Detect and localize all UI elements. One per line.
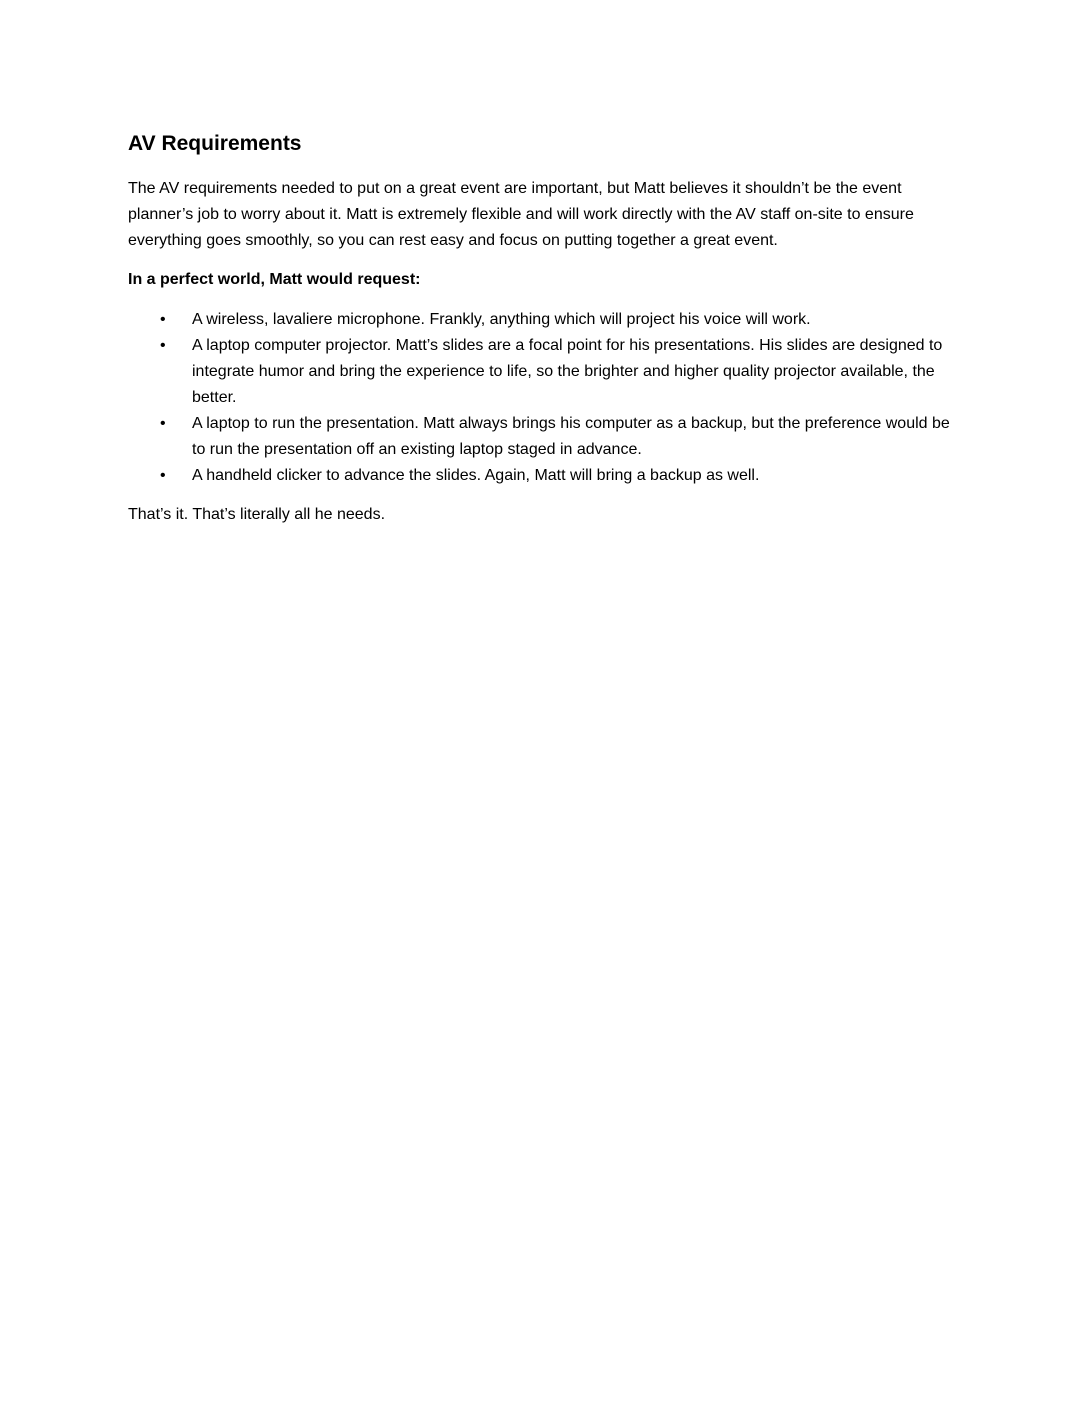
list-item-text: A handheld clicker to advance the slides. Again, Matt will bring a backup as well.: [192, 467, 760, 484]
list-item-text: A wireless, lavaliere microphone. Frankly, anything which will project his voice will work.: [192, 311, 811, 328]
list-item: [128, 463, 962, 489]
section-heading: AV Requirements: [128, 132, 302, 155]
request-lead-in: In a perfect world, Matt would request:: [128, 271, 421, 288]
intro-paragraph: The AV requirements needed to put on a great event are important, but Matt believes it shouldn’t be the event planner’s job to worry about it. Matt is extremely flexible and will work directly with the AV staff on-site to ensure everything goes smoothly, so you can rest easy and focus on putting together a great event.: [128, 180, 914, 249]
requirements-list: [128, 307, 968, 489]
bullet-icon: •: [160, 415, 166, 432]
list-item-text: A laptop computer projector. Matt’s slides are a focal point for his presentations. His slides are designed to integrate humor and bring the experience to life, so the brighter and higher quality projector available, the better.: [192, 337, 943, 406]
list-item-text: A laptop to run the presentation. Matt always brings his computer as a backup, but the preference would be to run the presentation off an existing laptop staged in advance.: [192, 415, 950, 458]
bullet-icon: •: [160, 337, 166, 354]
document-content: [128, 128, 968, 528]
list-item: [128, 411, 962, 463]
list-item: [128, 333, 962, 411]
list-item: [128, 307, 962, 333]
bullet-icon: •: [160, 467, 166, 484]
bullet-icon: •: [160, 311, 166, 328]
closing-paragraph: That’s it. That’s literally all he needs.: [128, 506, 386, 523]
